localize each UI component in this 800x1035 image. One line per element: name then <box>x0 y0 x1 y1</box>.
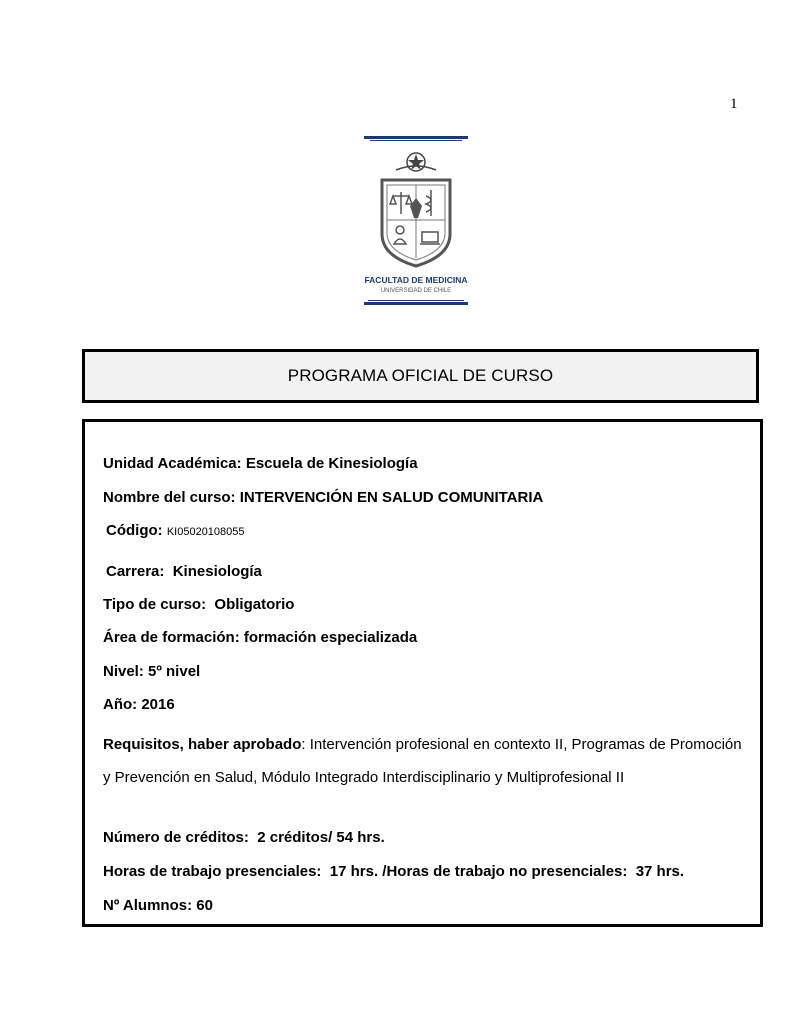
field-horas: Horas de trabajo presenciales: 17 hrs. /Horas de trabajo no presenciales: 37 hrs. <box>103 863 685 880</box>
field-creditos: Número de créditos: 2 créditos/ 54 hrs. <box>103 829 385 846</box>
field-tipo: Tipo de curso: Obligatorio <box>103 596 295 613</box>
faculty-logo <box>360 134 472 308</box>
field-anio: Año: 2016 <box>103 696 175 713</box>
field-carrera: Carrera: Kinesiología <box>106 563 262 580</box>
logo-line2: UNIVERSIDAD DE CHILE <box>380 288 452 294</box>
faculty-crest-icon <box>360 134 472 308</box>
page-title: PROGRAMA OFICIAL DE CURSO <box>287 366 554 385</box>
field-area: Área de formación: formación especializada <box>103 629 418 646</box>
field-nombre: Nombre del curso: INTERVENCIÓN EN SALUD COMUNITARIA <box>103 489 544 506</box>
course-info-box <box>82 419 763 927</box>
field-codigo: Código: KI05020108055 <box>106 522 245 539</box>
field-requisitos: Requisitos, haber aprobado: Intervención profesional en contexto II, Programas de Promoción y Prevención en Salud, Módulo Integrado Interdisciplinario y Multiprofesional II <box>103 736 742 786</box>
logo-line1: FACULTAD DE MEDICINA <box>364 275 468 285</box>
field-unidad: Unidad Académica: Escuela de Kinesiología <box>103 455 418 472</box>
field-nivel: Nivel: 5º nivel <box>103 663 201 680</box>
page-number: 1 <box>730 96 738 112</box>
field-alumnos: Nº Alumnos: 60 <box>103 897 213 914</box>
title-box <box>82 349 759 403</box>
